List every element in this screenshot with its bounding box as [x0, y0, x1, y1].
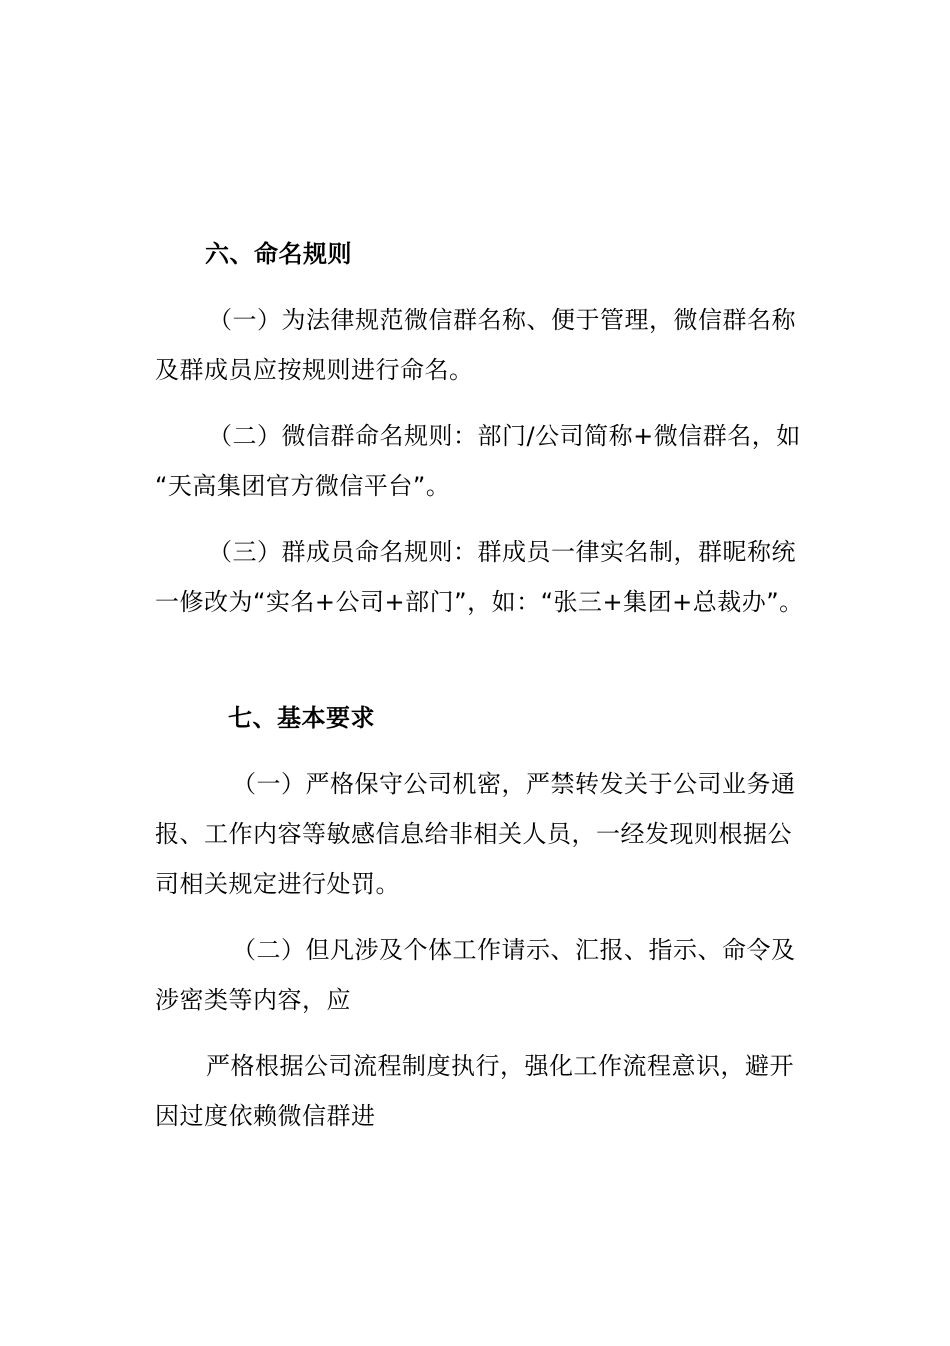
section-6-heading: 六、命名规则: [205, 240, 352, 268]
section-7-item-1-line-1: （一）严格保守公司机密，严禁转发关于公司业务通: [232, 770, 796, 798]
section-6-item-2-line-2: “天高集团官方微信平台”。: [155, 472, 451, 500]
section-6-item-3-line-2: 一修改为“实名+公司+部门”，如：“张三+集团+总裁办”。: [155, 588, 804, 616]
section-7-item-1-line-3: 司相关规定进行处罚。: [155, 870, 400, 898]
section-7-item-3-line-1: 严格根据公司流程制度执行，强化工作流程意识，避开: [206, 1052, 794, 1080]
section-6-item-1-line-1: （一）为法律规范微信群名称、便于管理，微信群名称: [208, 306, 796, 334]
section-7-heading: 七、基本要求: [228, 704, 375, 732]
section-6-item-1-line-2: 及群成员应按规则进行命名。: [155, 356, 474, 384]
section-7-item-1-line-2: 报、工作内容等敏感信息给非相关人员，一经发现则根据公: [155, 820, 792, 848]
section-6-item-2-line-1: （二）微信群命名规则：部门/公司简称+微信群名，如: [208, 422, 801, 450]
section-7-item-3-line-2: 因过度依赖微信群进: [155, 1102, 376, 1130]
section-6-item-3-line-1: （三）群成员命名规则：群成员一律实名制，群昵称统: [208, 538, 796, 566]
section-7-item-2-line-1: （二）但凡涉及个体工作请示、汇报、指示、命令及: [232, 936, 796, 964]
section-7-item-2-line-2: 涉密类等内容，应: [155, 986, 351, 1014]
